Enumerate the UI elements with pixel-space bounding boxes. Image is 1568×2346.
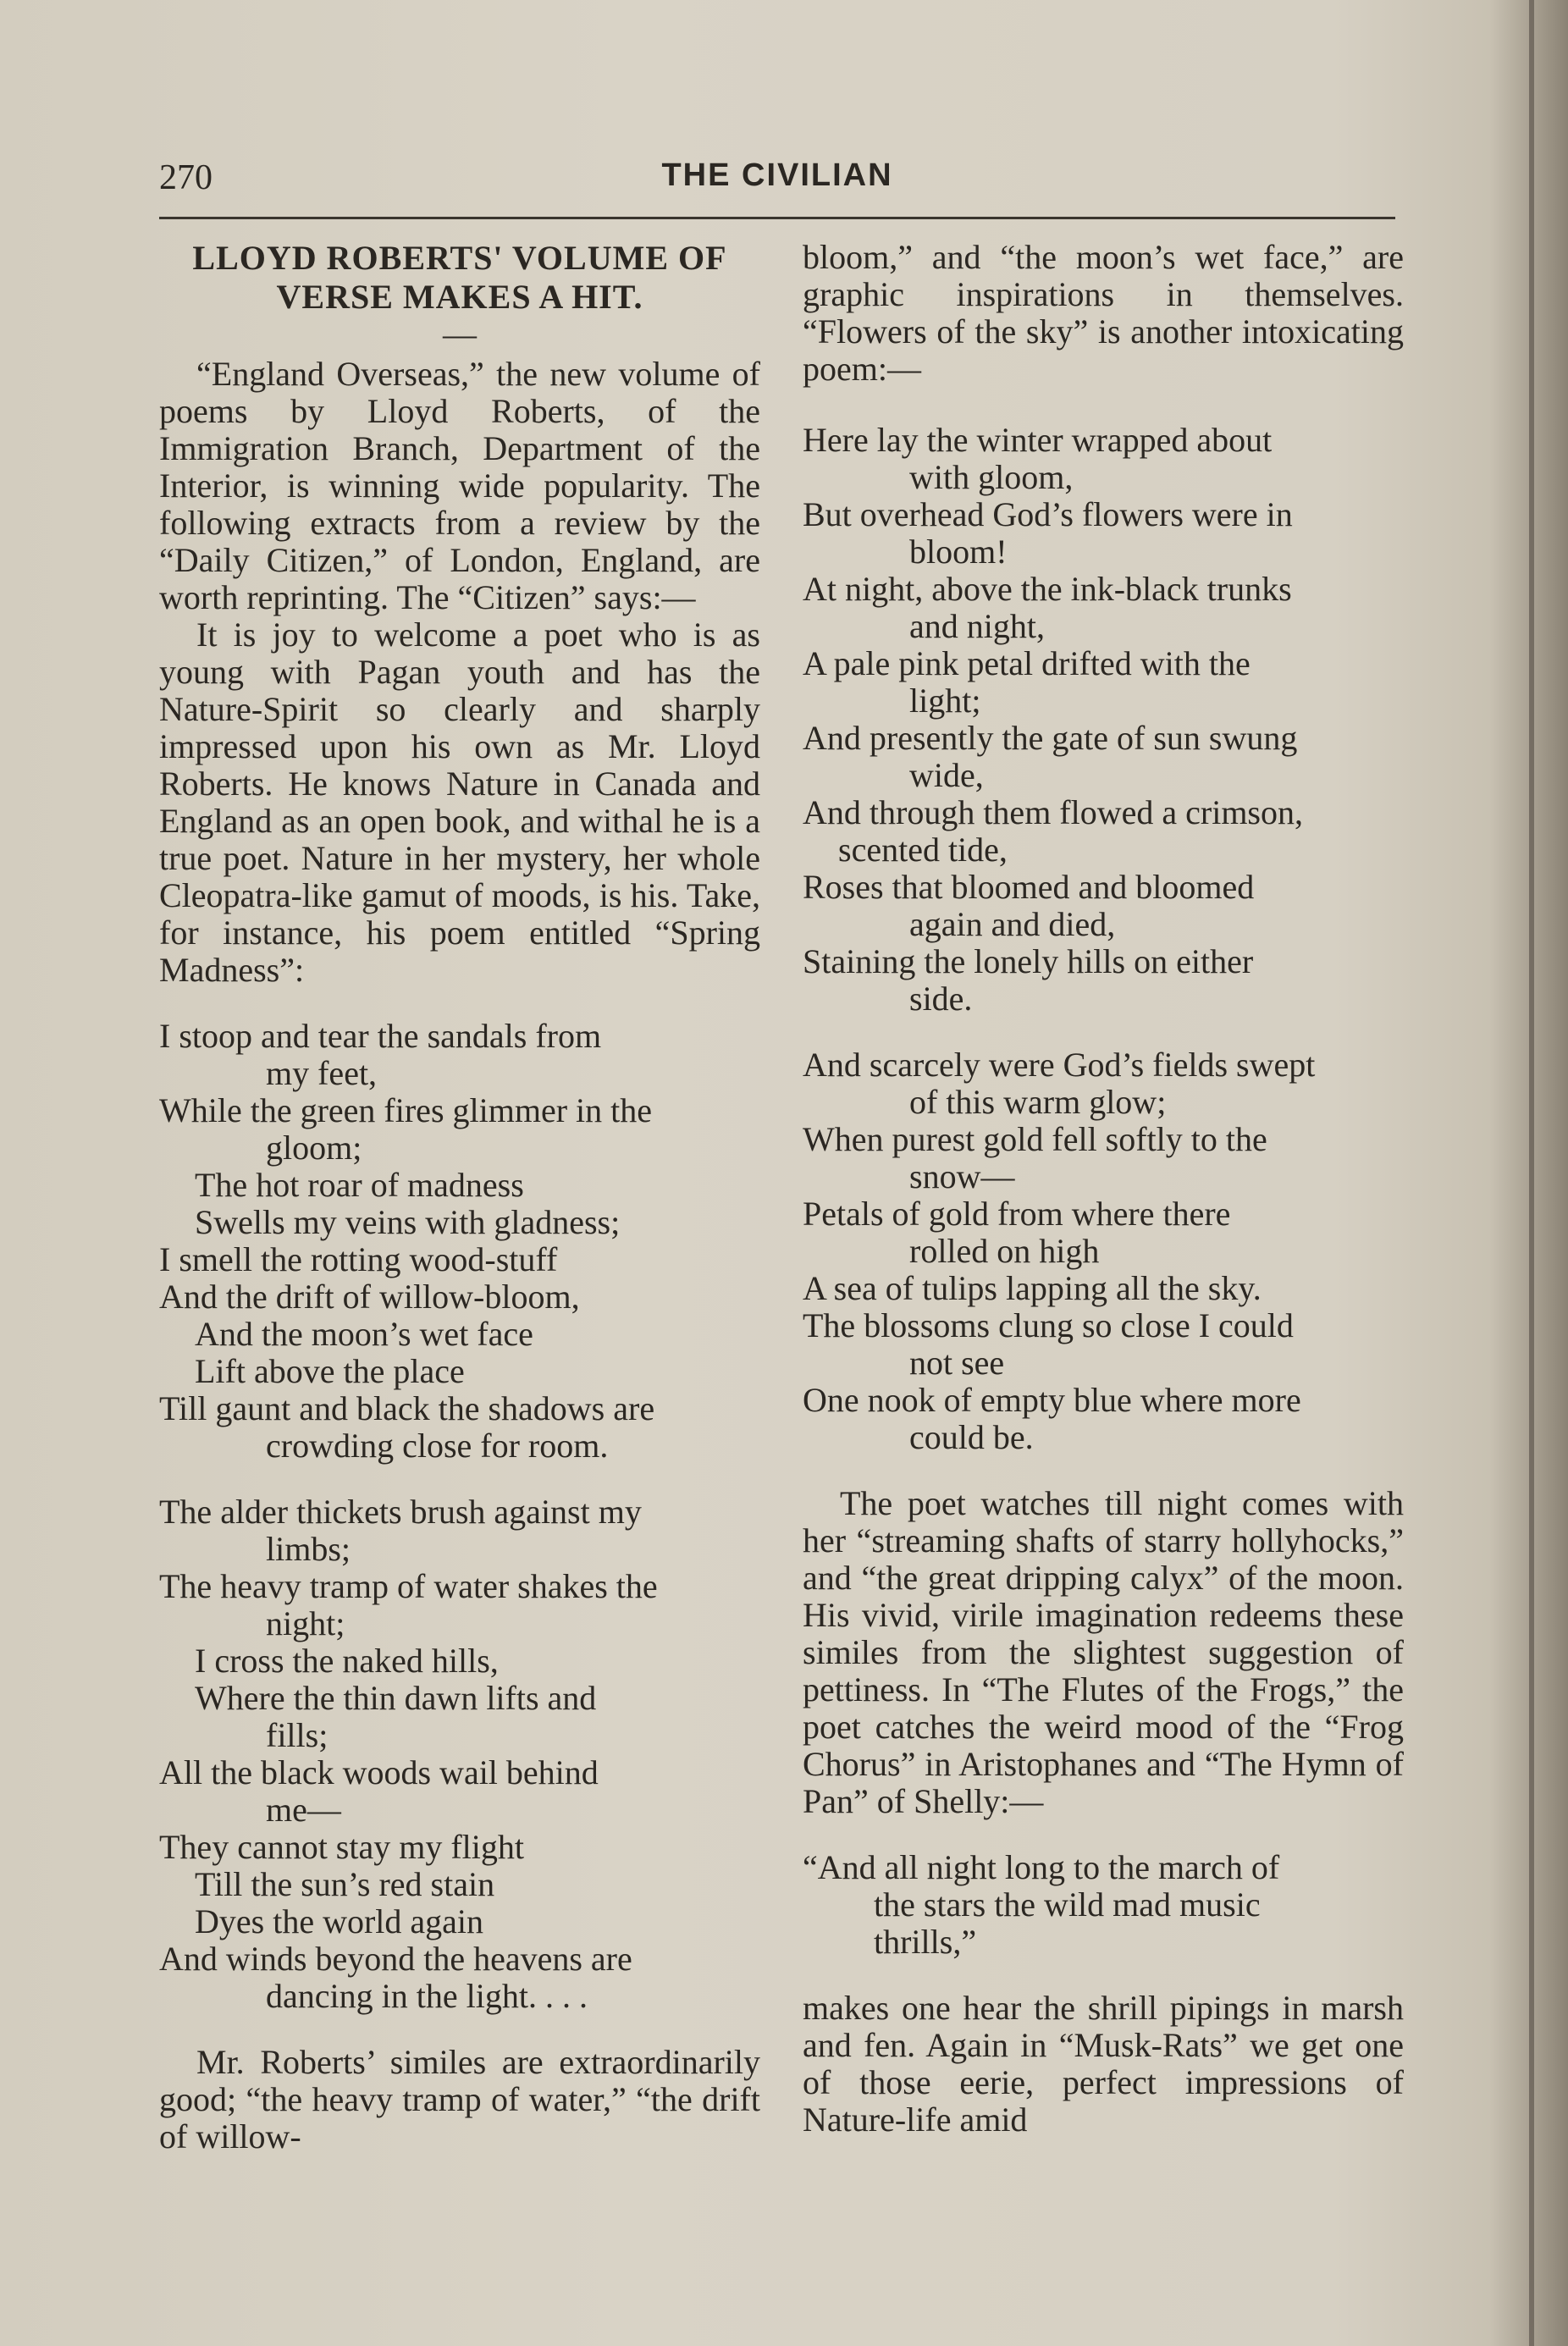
poem-line: They cannot stay my flight [159,1828,525,1866]
headline-dash: — [443,315,477,353]
poem-line: I smell the rotting wood-stuff [159,1240,558,1278]
poem-line: light; [909,682,981,720]
poem-line: I cross the naked hills, [195,1642,499,1680]
poem-line: snow— [909,1157,1015,1195]
poem-line: with gloom, [909,458,1074,496]
poem-line: not see [909,1344,1005,1382]
poem-line: But overhead God’s flowers were in [803,495,1293,533]
poem-line: All the black woods wail behind [159,1753,599,1791]
poem-line: Roses that bloomed and bloomed [803,868,1255,906]
page-header [159,157,1395,208]
poem-spring-madness-stanza-1 [159,1018,760,1465]
headline-line-1: LLOYD ROBERTS' VOLUME OF [192,239,727,277]
poem-line: Till the sun’s red stain [195,1865,495,1903]
poem-line: One nook of empty blue where more [803,1381,1301,1419]
poem-line: crowding close for room. [266,1427,609,1465]
paragraph-3-start: Mr. Roberts’ similes are extraordinarily good; “the heavy tramp of water,” “the drift of willow- [159,2043,760,2156]
poem-line: and night, [909,607,1045,645]
poem-line: Swells my veins with gladness; [195,1203,621,1241]
poem-line: The hot roar of madness [195,1166,524,1204]
headline-line-2: VERSE MAKES A HIT. [276,278,643,316]
poem-line: And the drift of willow-bloom, [159,1278,580,1316]
paragraph-3-continued: bloom,” and “the moon’s wet face,” are graphic inspirations in themselves. “Flowers of the sky” is another intoxicating poem:— [803,238,1404,388]
poem-line: A sea of tulips lapping all the sky. [803,1269,1262,1307]
poem-line: could be. [909,1418,1034,1456]
poem-line: At night, above the ink-black trunks [803,570,1292,608]
header-rule [159,217,1395,219]
poem-line: And through them flowed a crimson, [803,793,1303,831]
poem-line: Dyes the world again [195,1902,484,1940]
poem-line: Staining the lonely hills on either [803,942,1254,980]
poem-line: of this warm glow; [909,1083,1167,1121]
page-number: 270 [159,158,213,197]
paragraph-5: makes one hear the shrill pipings in marsh and fen. Again in “Musk-Rats” we get one of those eerie, perfect impressions of Nature-life amid [803,1989,1404,2139]
poem-line: side. [909,980,973,1018]
paragraph-2: It is joy to welcome a poet who is as young with Pagan youth and has the Nature-Spirit so clearly and sharply impressed upon his own as Mr. Lloyd Roberts. He knows Nature in Canada and England as an open book, and withal he is a true poet. Nature in her mystery, her whole Cleopatra-like gamut of moods, is his. Take, for instance, his poem entitled “Spring Madness”: [159,615,760,989]
poem-flowers-of-the-sky-stanza-1 [803,422,1404,1018]
poem-line: Where the thin dawn lifts and [195,1679,597,1717]
poem-line: my feet, [266,1054,378,1092]
poem-line: And the moon’s wet face [195,1315,533,1353]
poem-spring-madness-stanza-2 [159,1493,760,2015]
poem-line: fills; [266,1716,329,1754]
poem-line: The heavy tramp of water shakes the [159,1567,658,1605]
poem-line: bloom! [909,533,1008,571]
binding-shadow [1529,0,1534,2346]
poem-line: dancing in the light. . . . [266,1977,588,2015]
poem-line: Here lay the winter wrapped about [803,421,1273,459]
poem-line: And scarcely were God’s fields swept [803,1046,1316,1084]
poem-line: The alder thickets brush against my [159,1493,642,1531]
poem-line: While the green fires glimmer in the [159,1091,653,1129]
poem-line: me— [266,1791,341,1829]
poem-line: A pale pink petal drifted with the [803,644,1251,682]
poem-line: scented tide, [838,831,1008,869]
intro-paragraph: “England Overseas,” the new volume of poems by Lloyd Roberts, of the Immigration Branch, Department of the Interior, is winning wide popularity. The following extracts from a review by the “Daily Citizen,” of London, England, are worth reprinting. The “Citizen” says:— [159,355,760,616]
poem-line: night; [266,1604,345,1642]
poem-line: gloom; [266,1129,362,1167]
quote-line: thrills,” [874,1923,977,1961]
poem-line: Lift above the place [195,1352,465,1390]
poem-line: Petals of gold from where there [803,1195,1231,1233]
running-title: THE CIVILIAN [661,157,893,193]
article-headline [159,239,760,317]
poem-line: rolled on high [909,1232,1100,1270]
poem-line: Till gaunt and black the shadows are [159,1389,655,1427]
quote-line: “And all night long to the march of [803,1848,1280,1886]
quote-line: the stars the wild mad music [874,1885,1261,1924]
poem-line: The blossoms clung so close I could [803,1306,1294,1344]
poem-line: wide, [909,756,984,794]
paragraph-4: The poet watches till night comes with her “streaming shafts of starry hollyhocks,” and “the great dripping calyx” of the moon. His vivid, virile imagination redeems these similes from the slightest suggestion of pettiness. In “The Flutes of the Frogs,” the poet catches the weird mood of the “Frog Chorus” in Aristophanes and “The Hymn of Pan” of Shelly:— [803,1484,1404,1820]
right-column [803,239,1404,2139]
poem-line: And presently the gate of sun swung [803,719,1298,757]
quote-flutes-of-the-frogs [803,1849,1404,1961]
poem-flowers-of-the-sky-stanza-2 [803,1046,1404,1456]
poem-line: And winds beyond the heavens are [159,1940,632,1978]
poem-line: I stoop and tear the sandals from [159,1017,602,1055]
poem-line: again and died, [909,905,1116,943]
poem-line: limbs; [266,1530,351,1568]
poem-line: When purest gold fell softly to the [803,1120,1267,1158]
left-column [159,239,760,2156]
